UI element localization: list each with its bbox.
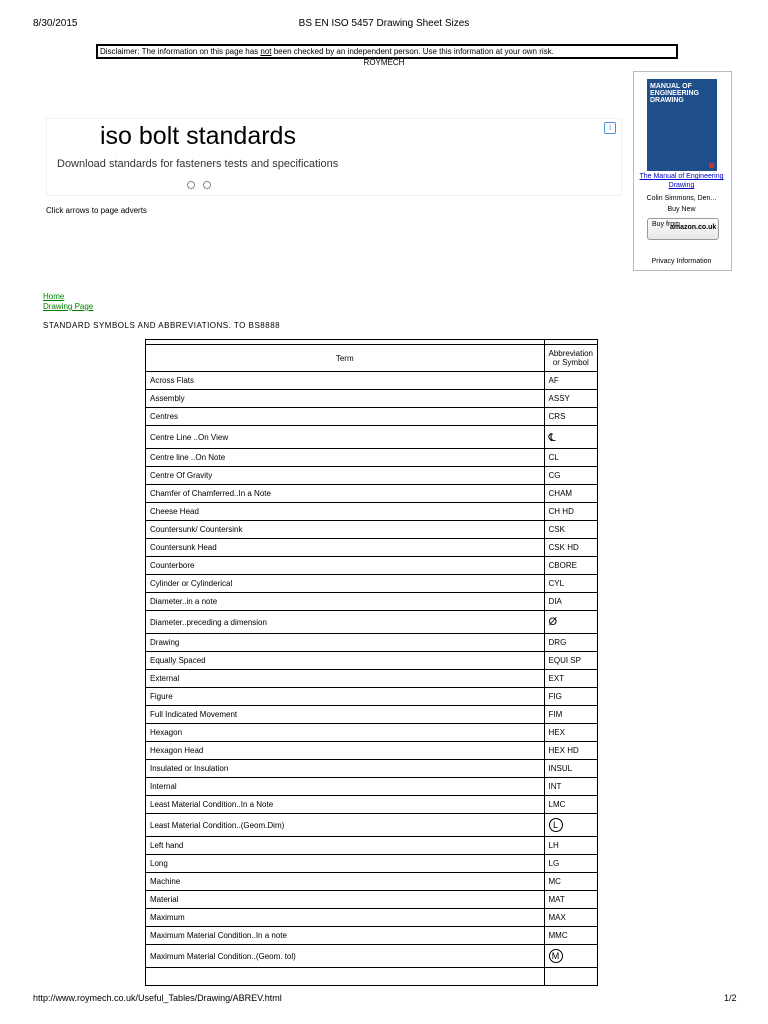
table-row xyxy=(146,611,598,634)
footer-page-number: 1/2 xyxy=(724,993,737,1003)
amazon-logo: amazon.co.uk xyxy=(670,224,717,231)
abbreviation-cell: CL xyxy=(544,449,597,467)
term-cell: Material xyxy=(146,891,545,909)
table-row xyxy=(146,688,598,706)
term-cell: Hexagon xyxy=(146,724,545,742)
table-row xyxy=(146,724,598,742)
disclaimer-text-before: Disclaimer: The information on this page has xyxy=(100,47,261,56)
abbreviation-cell: FIM xyxy=(544,706,597,724)
abbreviation-cell: EQUI SP xyxy=(544,652,597,670)
circled-symbol: M xyxy=(549,949,563,963)
table-row xyxy=(146,634,598,652)
abbreviation-cell: CHAM xyxy=(544,485,597,503)
term-cell xyxy=(146,968,545,986)
site-name: ROYMECH xyxy=(363,58,405,67)
table-row xyxy=(146,521,598,539)
table-row xyxy=(146,891,598,909)
abbreviation-cell: CBORE xyxy=(544,557,597,575)
table-row xyxy=(146,408,598,426)
section-title: STANDARD SYMBOLS AND ABBREVIATIONS. TO BS8888 xyxy=(43,321,281,330)
table-row xyxy=(146,449,598,467)
print-date: 8/30/2015 xyxy=(33,18,78,29)
abbreviation-cell: INT xyxy=(544,778,597,796)
abbreviation-cell: INSUL xyxy=(544,760,597,778)
term-cell: Equally Spaced xyxy=(146,652,545,670)
abbreviation-cell xyxy=(544,814,597,837)
abbreviation-cell: CSK xyxy=(544,521,597,539)
abbreviation-cell: CYL xyxy=(544,575,597,593)
table-row xyxy=(146,467,598,485)
term-cell: Least Material Condition..In a Note xyxy=(146,796,545,814)
table-body xyxy=(146,372,598,986)
book-cover-title: MANUAL OF ENGINEERING DRAWING xyxy=(650,83,700,104)
abbreviation-cell: ASSY xyxy=(544,390,597,408)
amazon-button-label: Buy from xyxy=(652,221,681,228)
privacy-information-link[interactable]: Privacy Information xyxy=(651,258,712,265)
abbreviation-cell: LG xyxy=(544,855,597,873)
term-cell: Maximum Material Condition..(Geom. tol) xyxy=(146,945,545,968)
term-cell: Countersunk/ Countersink xyxy=(146,521,545,539)
abbreviation-cell: CH HD xyxy=(544,503,597,521)
abbreviation-cell: AF xyxy=(544,372,597,390)
drawing-page-link[interactable]: Drawing Page xyxy=(43,302,94,311)
table-row xyxy=(146,855,598,873)
term-cell: Internal xyxy=(146,778,545,796)
abbreviation-cell xyxy=(544,968,597,986)
disclaimer-emphasis: not xyxy=(260,47,272,56)
table-row xyxy=(146,539,598,557)
column-header-term: Term xyxy=(146,345,545,372)
book-title-link[interactable]: The Manual of Engineering Drawing xyxy=(639,173,724,189)
abbreviation-cell: HEX xyxy=(544,724,597,742)
ad-prev-dot-icon[interactable] xyxy=(187,181,195,189)
table-row xyxy=(146,796,598,814)
abbreviation-cell: EXT xyxy=(544,670,597,688)
table-row xyxy=(146,945,598,968)
table-row xyxy=(146,778,598,796)
term-cell: Insulated or Insulation xyxy=(146,760,545,778)
table-row xyxy=(146,927,598,945)
abbreviation-cell: ℄ xyxy=(544,426,597,449)
abbreviation-cell: MMC xyxy=(544,927,597,945)
term-cell: Maximum xyxy=(146,909,545,927)
table-row xyxy=(146,593,598,611)
book-author: Colin Simmons, Den... xyxy=(646,195,717,202)
info-icon[interactable]: i xyxy=(604,122,616,134)
term-cell: Diameter..in a note xyxy=(146,593,545,611)
table-row xyxy=(146,390,598,408)
table-row xyxy=(146,760,598,778)
table-row xyxy=(146,837,598,855)
abbreviation-cell: LH xyxy=(544,837,597,855)
term-cell: Centres xyxy=(146,408,545,426)
ad-title[interactable]: iso bolt standards xyxy=(100,122,296,150)
table-row xyxy=(146,873,598,891)
table-row xyxy=(146,814,598,837)
table-row xyxy=(146,742,598,760)
book-cover-image[interactable] xyxy=(647,79,717,171)
term-cell: Cylinder or Cylinderical xyxy=(146,575,545,593)
table-row xyxy=(146,909,598,927)
page-adverts-hint: Click arrows to page adverts xyxy=(46,206,147,215)
abbreviation-cell xyxy=(544,945,597,968)
home-link[interactable]: Home xyxy=(43,292,65,301)
term-cell: Figure xyxy=(146,688,545,706)
abbreviation-cell: MC xyxy=(544,873,597,891)
disclaimer-text-after: been checked by an independent person. Use this information at your own risk. xyxy=(271,47,554,56)
book-cover-badge-icon xyxy=(709,163,714,168)
table-row xyxy=(146,706,598,724)
term-cell: Assembly xyxy=(146,390,545,408)
term-cell: Cheese Head xyxy=(146,503,545,521)
ad-description[interactable]: Download standards for fasteners tests and specifications xyxy=(57,158,339,170)
abbreviation-cell: FIG xyxy=(544,688,597,706)
table-row xyxy=(146,575,598,593)
footer-url: http://www.roymech.co.uk/Useful_Tables/Drawing/ABREV.html xyxy=(33,993,282,1003)
term-cell: Across Flats xyxy=(146,372,545,390)
abbreviation-cell: MAT xyxy=(544,891,597,909)
term-cell: Centre Of Gravity xyxy=(146,467,545,485)
buy-from-amazon-button[interactable] xyxy=(647,218,719,240)
table-row xyxy=(146,426,598,449)
term-cell: Least Material Condition..(Geom.Dim) xyxy=(146,814,545,837)
table-row xyxy=(146,372,598,390)
term-cell: Left hand xyxy=(146,837,545,855)
table-row xyxy=(146,670,598,688)
abbreviation-cell: HEX HD xyxy=(544,742,597,760)
table-row xyxy=(146,968,598,986)
abbreviation-cell: LMC xyxy=(544,796,597,814)
abbreviation-cell: DRG xyxy=(544,634,597,652)
table-row xyxy=(146,503,598,521)
ad-next-dot-icon[interactable] xyxy=(203,181,211,189)
abbreviation-cell: CSK HD xyxy=(544,539,597,557)
abbreviation-cell: CG xyxy=(544,467,597,485)
term-cell: Counterbore xyxy=(146,557,545,575)
table-row xyxy=(146,557,598,575)
term-cell: Diameter..preceding a dimension xyxy=(146,611,545,634)
abbreviations-table xyxy=(145,339,598,986)
disclaimer-box xyxy=(96,44,678,59)
term-cell: Maximum Material Condition..In a note xyxy=(146,927,545,945)
term-cell: Centre Line ..On View xyxy=(146,426,545,449)
table-row xyxy=(146,652,598,670)
term-cell: Machine xyxy=(146,873,545,891)
abbreviation-cell: Ø xyxy=(544,611,597,634)
book-buy-new: Buy New xyxy=(667,206,696,213)
table-row xyxy=(146,485,598,503)
term-cell: Countersunk Head xyxy=(146,539,545,557)
term-cell: Hexagon Head xyxy=(146,742,545,760)
term-cell: Long xyxy=(146,855,545,873)
table-header-row xyxy=(146,345,598,372)
term-cell: Drawing xyxy=(146,634,545,652)
abbreviation-cell: CRS xyxy=(544,408,597,426)
circled-symbol: L xyxy=(549,818,563,832)
term-cell: External xyxy=(146,670,545,688)
column-header-abbreviation: Abbreviation or Symbol xyxy=(544,345,597,372)
term-cell: Full Indicated Movement xyxy=(146,706,545,724)
term-cell: Centre line ..On Note xyxy=(146,449,545,467)
print-page-title: BS EN ISO 5457 Drawing Sheet Sizes xyxy=(298,18,470,29)
abbreviation-cell: DIA xyxy=(544,593,597,611)
term-cell: Chamfer of Chamferred..In a Note xyxy=(146,485,545,503)
abbreviation-cell: MAX xyxy=(544,909,597,927)
